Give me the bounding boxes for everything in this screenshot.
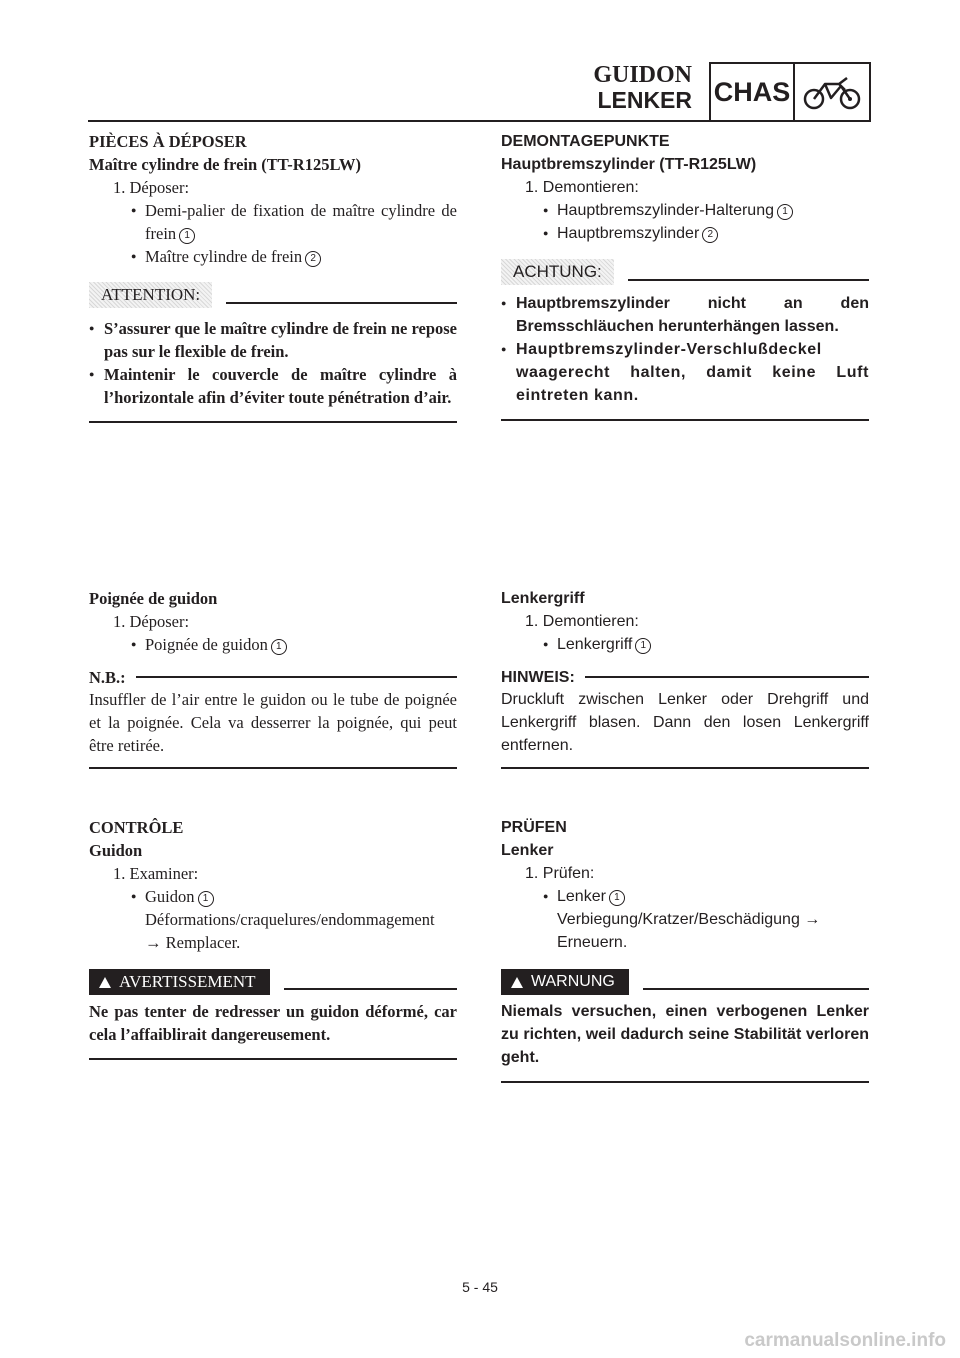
list-item	[501, 633, 869, 656]
motorcycle-icon	[795, 64, 869, 120]
caution-label: ATTENTION:	[89, 282, 212, 308]
grip-heading: Poignée de guidon	[89, 589, 218, 608]
master-cylinder-heading: Maître cylindre de frein (TT-R125LW)	[89, 155, 361, 174]
list-item	[89, 885, 457, 908]
section-title-de: LENKER	[597, 87, 692, 113]
section-badge	[709, 62, 871, 122]
step-remove: 1. Déposer:	[113, 612, 190, 631]
caution-end-rule	[501, 419, 869, 421]
list-item	[501, 222, 869, 245]
list-item-text: Poignée de guidon	[145, 635, 268, 654]
left-grip-section	[89, 587, 457, 769]
caution-item: ● Hauptbremszylinder-Verschlußdeckel waagerecht halten, damit keine Luft eintreten kann.	[501, 338, 869, 407]
callout-number: 1	[271, 639, 287, 655]
callout-number: 1	[609, 890, 625, 906]
header-rule	[88, 120, 709, 122]
list-item	[89, 245, 457, 268]
grip-heading: Lenkergriff	[501, 590, 585, 607]
check-heading: PRÜFEN	[501, 819, 567, 836]
callout-number: 1	[777, 204, 793, 220]
warning-end-rule	[89, 1058, 457, 1060]
caution-rule	[628, 279, 869, 281]
list-item	[501, 199, 869, 222]
caution-header	[501, 258, 869, 286]
step-inspect: 1. Prüfen:	[525, 865, 595, 882]
inspection-detail: Déformations/craquelures/endommagement → Remplacer.	[145, 910, 435, 952]
left-column	[89, 130, 457, 423]
step-remove: 1. Déposer:	[113, 178, 190, 197]
note-label: HINWEIS:	[501, 668, 575, 686]
note-rule	[585, 676, 869, 678]
list-item	[89, 633, 457, 656]
right-check-section	[501, 816, 869, 1083]
section-code: CHAS	[711, 64, 795, 120]
list-item	[89, 199, 457, 245]
note-end-rule	[501, 767, 869, 769]
section-title-fr: GUIDON	[593, 62, 692, 88]
parts-heading: PIÈCES À DÉPOSER	[89, 132, 247, 151]
callout-number: 1	[198, 891, 214, 907]
left-check-section	[89, 816, 457, 1060]
inspection-detail: Verbiegung/Kratzer/Beschädigung → Erneuern.	[557, 911, 821, 951]
list-item-text: Guidon	[145, 887, 195, 906]
warning-header	[501, 968, 869, 996]
caution-item: ● Maintenir le couvercle de maître cylindre à l’horizontale afin d’éviter toute pénétration d’air.	[89, 363, 457, 409]
warning-header	[89, 968, 457, 996]
warning-rule	[643, 988, 869, 990]
right-column	[501, 130, 869, 421]
warning-rule	[284, 988, 457, 990]
warning-tag	[89, 969, 270, 995]
note-text: Insuffler de l’air entre le guidon ou le tube de poignée et la poignée. Cela va desserrer la poignée, qui peut être retirée.	[89, 690, 457, 755]
caution-body	[89, 317, 457, 409]
page-number: 5 - 45	[462, 1279, 498, 1295]
note-text: Druckluft zwischen Lenker oder Drehgriff und Lenkergriff blasen. Dann den losen Lenkergriff entfernen.	[501, 691, 869, 754]
note-header	[89, 668, 457, 686]
check-heading: CONTRÔLE	[89, 818, 184, 837]
caution-body	[501, 292, 869, 407]
warning-triangle-icon: !	[99, 977, 111, 988]
caution-end-rule	[89, 421, 457, 423]
list-item-text: Hauptbremszylinder-Halterung	[557, 202, 774, 219]
warning-text: Ne pas tenter de redresser un guidon déformé, car cela l’affaiblirait dangereusement.	[89, 1002, 457, 1044]
warning-triangle-icon: !	[511, 977, 523, 988]
warning-tag	[501, 969, 629, 995]
warning-label: WARNUNG	[531, 973, 615, 990]
caution-item: ● S’assurer que le maître cylindre de frein ne repose pas sur le flexible de frein.	[89, 317, 457, 363]
handlebar-heading: Lenker	[501, 842, 554, 859]
callout-number: 2	[305, 251, 321, 267]
list-item-text: Lenker	[557, 888, 606, 905]
list-item-text: Lenkergriff	[557, 636, 633, 653]
callout-number: 1	[179, 228, 195, 244]
caution-header	[89, 281, 457, 309]
warning-end-rule	[501, 1081, 869, 1083]
handlebar-heading: Guidon	[89, 841, 143, 860]
warning-text: Niemals versuchen, einen verbogenen Lenker zu richten, weil dadurch seine Stabilität verloren geht.	[501, 1003, 869, 1066]
watermark: carmanualsonline.info	[744, 1330, 946, 1351]
note-header	[501, 668, 869, 686]
list-item	[501, 885, 869, 908]
note-label: N.B.:	[89, 667, 126, 687]
list-item-text: Maître cylindre de frein	[145, 247, 303, 266]
right-grip-section	[501, 587, 869, 769]
parts-heading: DEMONTAGEPUNKTE	[501, 133, 670, 150]
note-end-rule	[89, 767, 457, 769]
callout-number: 1	[635, 638, 651, 654]
caution-label: ACHTUNG:	[501, 259, 614, 285]
caution-rule	[226, 302, 457, 304]
step-inspect: 1. Examiner:	[113, 864, 199, 883]
callout-number: 2	[702, 227, 718, 243]
list-item-text: Demi-palier de fixation de maître cylindre de frein	[145, 201, 457, 243]
note-rule	[136, 676, 457, 678]
caution-item: ● Hauptbremszylinder nicht an den Bremsschläuchen herunterhängen lassen.	[501, 292, 869, 338]
warning-label: AVERTISSEMENT	[119, 972, 256, 991]
step-remove: 1. Demontieren:	[525, 613, 639, 630]
list-item-text: Hauptbremszylinder	[557, 225, 700, 242]
header	[0, 0, 960, 125]
step-remove: 1. Demontieren:	[525, 179, 639, 196]
master-cylinder-heading: Hauptbremszylinder (TT-R125LW)	[501, 156, 757, 173]
